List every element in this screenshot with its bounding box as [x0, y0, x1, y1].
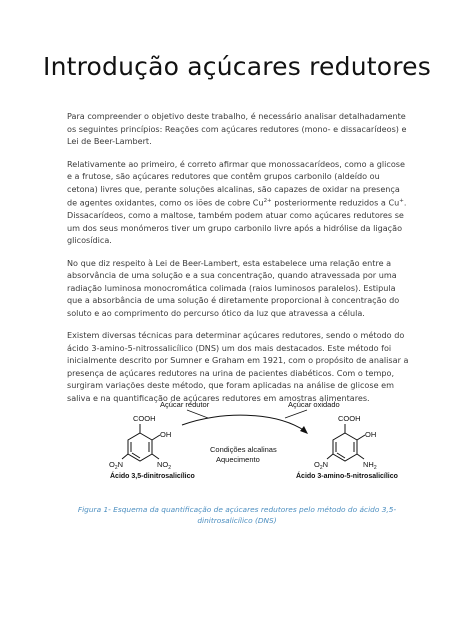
sugar-pointer-right [285, 410, 307, 418]
arrow-head [300, 426, 308, 434]
conditions-line-1: Condições alcalinas [210, 445, 277, 454]
oxidized-sugar-label: Açúcar oxidado [288, 400, 340, 409]
paragraph-text: Para compreender o objetivo deste trabalho, é necessário analisar detalhadamente os seguintes princípios: Reações com açúcares redutores (mono- e dissacarídeos) e Lei de Beer-Lambert. [67, 111, 407, 146]
superscript-charge: + [399, 198, 404, 204]
superscript-charge: 2+ [263, 198, 272, 204]
o2n-label: $O_2N$ [109, 460, 124, 471]
paragraph-text: No que diz respeito à Lei de Beer-Lambert, esta estabelece uma relação entre a absorvância de uma solução e a sua concentração, quando atravessada por uma radiação luminosa monocromática colimada (raios luminosos paralelos). Estipula que a absorbância de uma solução é diretamente proporcional à concentração do soluto e ao comprimento do percurso ótico da luz que atravessa a célula. [67, 257, 400, 318]
paragraph-beer-lambert [67, 257, 412, 320]
conditions-line-2: Aquecimento [216, 455, 260, 464]
paragraph-text: posteriormente reduzidos a Cu [271, 197, 400, 208]
paragraph-text: Relativamente ao primeiro, é correto afirmar que monossacarídeos, como a glicose e a frutose, são açúcares redutores que contêm grupos carbonilo (aldeído ou cetona) livres que, perante soluções alcalinas, são capazes de oxidar na presença de agentes oxidantes, como os iões de cobre Cu [67, 158, 405, 208]
product-molecule-diagram [327, 424, 365, 461]
left-molecule-name: Ácido 3,5-dinitrosalicílico [110, 473, 195, 480]
paragraph-text: Existem diversas técnicas para determinar açúcares redutores, sendo o método do ácido 3-amino-5-nitrossalicílico (DNS) um dos mais destacados. Este método foi inicialmente descrito por Sumner e Graham em 1921, com o propósito de analisar a presença de açúcares redutores na urina de pacientes diabéticos. Com o tempo, surgiram variações deste método, que foram aplicadas na análise de glicose em saliva e na quantificação de açúcares redutores em amostras alimentares. [67, 330, 409, 403]
oh-label: OH [160, 430, 172, 439]
nh2-label: $NH_2$ [363, 460, 377, 471]
no2-label: $NO_2$ [157, 460, 172, 471]
cooh-label: COOH [133, 414, 156, 423]
reaction-figure [60, 393, 414, 493]
page-title: Introdução açúcares redutores [43, 52, 431, 81]
right-molecule-name: Ácido 3-amino-5-nitrosalicílico [296, 473, 398, 480]
cooh-label: COOH [338, 414, 361, 423]
o2n-label: $O_2N$ [314, 460, 329, 471]
sugar-pointer-left [187, 410, 208, 418]
dns-molecule-diagram [122, 424, 160, 461]
paragraph-text: . Dissacarídeos, como a maltose, também podem atuar como açúcares redutores se um dos seus monómeros tiver um grupo carbonilo livre após a hidrólise da ligação glicosídica. [67, 197, 407, 246]
paragraph-reducing-sugars [67, 158, 412, 247]
oh-label: OH [365, 430, 377, 439]
body-text [67, 110, 412, 414]
reducing-sugar-label: Açúcar redutor [160, 400, 210, 409]
figure-caption: Figura 1- Esquema da quantificação de açúcares redutores pelo método do ácido 3,5-dinitrosalicílico (DNS) [77, 505, 397, 525]
paragraph-intro [67, 110, 412, 148]
